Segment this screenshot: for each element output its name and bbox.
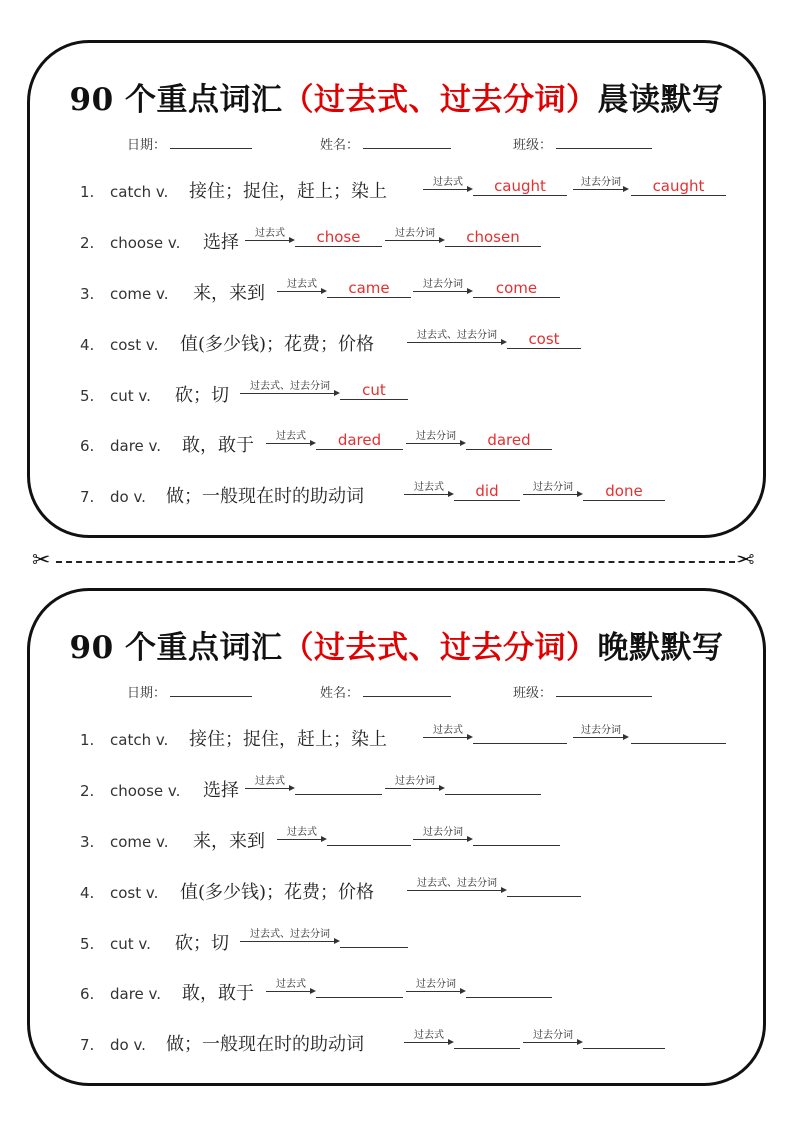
answer-blank[interactable] bbox=[583, 500, 665, 501]
card-title bbox=[30, 74, 763, 119]
name-field bbox=[320, 134, 451, 153]
arrow-label: 过去式 bbox=[414, 1030, 444, 1041]
english-word: dare v. bbox=[110, 985, 162, 1003]
title-highlight: （过去式、过去分词） bbox=[282, 630, 598, 666]
cut-line bbox=[56, 561, 735, 563]
arrow-line bbox=[423, 189, 468, 190]
arrow-line bbox=[266, 443, 311, 444]
tense-arrow bbox=[240, 925, 340, 947]
item-number: 6. bbox=[80, 437, 95, 455]
past-participle-answer: caught bbox=[652, 177, 705, 195]
item-number: 1. bbox=[80, 731, 95, 749]
chinese-meaning: 敢，敢于 bbox=[182, 983, 254, 1004]
arrow-label: 过去式 bbox=[276, 431, 306, 442]
english-word: dare v. bbox=[110, 437, 162, 455]
arrow-label: 过去式 bbox=[287, 827, 317, 838]
chinese-meaning: 做；一般现在时的助动词 bbox=[166, 486, 364, 507]
arrow-label: 过去式 bbox=[255, 776, 285, 787]
arrow-line bbox=[266, 991, 311, 992]
arrow-label: 过去分词 bbox=[423, 827, 463, 838]
past-tense-answer: came bbox=[348, 279, 390, 297]
morning-dictation-card bbox=[27, 40, 766, 538]
tense-arrow bbox=[407, 874, 507, 896]
title-highlight: （过去式、过去分词） bbox=[282, 82, 598, 118]
chinese-meaning: 值(多少钱)；花费；价格 bbox=[180, 334, 375, 355]
past-participle-arrow bbox=[523, 478, 583, 500]
chinese-meaning: 砍；切 bbox=[175, 933, 229, 954]
chinese-meaning: 值(多少钱)；花费；价格 bbox=[180, 882, 375, 903]
arrow-label: 过去分词 bbox=[416, 431, 456, 442]
arrow-line bbox=[404, 494, 449, 495]
tense-arrow bbox=[407, 326, 507, 348]
past-participle-arrow bbox=[413, 823, 473, 845]
tense-answer: cost bbox=[528, 330, 560, 348]
answer-blank[interactable] bbox=[316, 997, 403, 998]
arrow-label: 过去式 bbox=[276, 979, 306, 990]
past-participle-arrow bbox=[523, 1026, 583, 1048]
past-participle-arrow bbox=[573, 721, 629, 743]
title-prefix: 90 个重点词汇 bbox=[69, 630, 283, 666]
arrow-head-icon bbox=[289, 785, 295, 791]
item-number: 4. bbox=[80, 336, 95, 354]
arrow-label: 过去式、过去分词 bbox=[250, 929, 330, 940]
answer-blank[interactable] bbox=[454, 1048, 520, 1049]
date-field bbox=[127, 682, 252, 701]
arrow-label: 过去分词 bbox=[581, 725, 621, 736]
name-label: 姓名： bbox=[320, 686, 360, 701]
arrow-label: 过去式 bbox=[433, 177, 463, 188]
class-field bbox=[513, 682, 652, 701]
past-participle-arrow bbox=[385, 772, 445, 794]
past-tense-arrow bbox=[245, 772, 295, 794]
arrow-line bbox=[240, 393, 335, 394]
arrow-label: 过去分词 bbox=[533, 1030, 573, 1041]
arrow-line bbox=[277, 291, 322, 292]
past-participle-arrow bbox=[406, 975, 466, 997]
english-word: come v. bbox=[110, 285, 169, 303]
answer-blank[interactable] bbox=[295, 794, 382, 795]
arrow-head-icon bbox=[467, 734, 473, 740]
arrow-label: 过去分词 bbox=[533, 482, 573, 493]
date-label: 日期： bbox=[127, 138, 167, 153]
past-tense-arrow bbox=[277, 275, 327, 297]
answer-blank[interactable] bbox=[316, 449, 403, 450]
arrow-line bbox=[523, 494, 578, 495]
arrow-label: 过去分词 bbox=[423, 279, 463, 290]
class-field bbox=[513, 134, 652, 153]
arrow-head-icon bbox=[334, 938, 340, 944]
item-number: 2. bbox=[80, 234, 95, 252]
arrow-line bbox=[385, 240, 440, 241]
past-tense-arrow bbox=[423, 173, 473, 195]
class-blank[interactable] bbox=[556, 685, 652, 697]
answer-blank[interactable] bbox=[466, 997, 552, 998]
arrow-line bbox=[240, 941, 335, 942]
arrow-label: 过去式、过去分词 bbox=[250, 381, 330, 392]
answer-blank[interactable] bbox=[327, 297, 411, 298]
arrow-line bbox=[406, 443, 461, 444]
english-word: cut v. bbox=[110, 387, 151, 405]
past-tense-arrow bbox=[266, 975, 316, 997]
arrow-label: 过去分词 bbox=[395, 776, 435, 787]
chinese-meaning: 做；一般现在时的助动词 bbox=[166, 1034, 364, 1055]
answer-blank[interactable] bbox=[631, 743, 726, 744]
past-participle-answer: come bbox=[495, 279, 538, 297]
arrow-label: 过去式 bbox=[287, 279, 317, 290]
arrow-line bbox=[407, 890, 502, 891]
answer-blank[interactable] bbox=[507, 348, 581, 349]
item-number: 5. bbox=[80, 387, 95, 405]
past-tense-arrow bbox=[266, 427, 316, 449]
past-participle-arrow bbox=[413, 275, 473, 297]
title-prefix: 90 个重点词汇 bbox=[69, 82, 283, 118]
date-blank[interactable] bbox=[170, 685, 252, 697]
arrow-head-icon bbox=[321, 836, 327, 842]
item-number: 5. bbox=[80, 935, 95, 953]
arrow-label: 过去分词 bbox=[416, 979, 456, 990]
chinese-meaning: 接住；捉住，赶上；染上 bbox=[189, 729, 387, 750]
past-participle-arrow bbox=[573, 173, 629, 195]
arrow-line bbox=[407, 342, 502, 343]
answer-blank[interactable] bbox=[473, 743, 567, 744]
past-participle-arrow bbox=[385, 224, 445, 246]
arrow-head-icon bbox=[623, 734, 629, 740]
arrow-head-icon bbox=[448, 1039, 454, 1045]
arrow-line bbox=[245, 240, 290, 241]
arrow-label: 过去式 bbox=[433, 725, 463, 736]
answer-blank[interactable] bbox=[583, 1048, 665, 1049]
english-word: cost v. bbox=[110, 884, 159, 902]
answer-blank[interactable] bbox=[340, 947, 408, 948]
past-tense-answer: chose bbox=[316, 228, 361, 246]
answer-blank[interactable] bbox=[507, 896, 581, 897]
tense-answer: cut bbox=[362, 381, 386, 399]
arrow-head-icon bbox=[467, 836, 473, 842]
arrow-line bbox=[423, 737, 468, 738]
arrow-head-icon bbox=[439, 785, 445, 791]
arrow-line bbox=[404, 1042, 449, 1043]
past-tense-answer: dared bbox=[337, 431, 382, 449]
chinese-meaning: 选择 bbox=[203, 780, 239, 801]
english-word: choose v. bbox=[110, 782, 181, 800]
past-tense-arrow bbox=[245, 224, 295, 246]
card-title bbox=[30, 622, 763, 667]
item-number: 1. bbox=[80, 183, 95, 201]
past-tense-answer: did bbox=[475, 482, 499, 500]
arrow-line bbox=[406, 991, 461, 992]
chinese-meaning: 选择 bbox=[203, 232, 239, 253]
answer-blank[interactable] bbox=[631, 195, 726, 196]
arrow-label: 过去式、过去分词 bbox=[417, 330, 497, 341]
date-blank[interactable] bbox=[170, 137, 252, 149]
past-participle-answer: done bbox=[605, 482, 643, 500]
scissors-icon: ✂ bbox=[736, 548, 755, 573]
answer-blank[interactable] bbox=[473, 845, 560, 846]
item-number: 2. bbox=[80, 782, 95, 800]
answer-blank[interactable] bbox=[473, 297, 560, 298]
past-tense-arrow bbox=[277, 823, 327, 845]
english-word: come v. bbox=[110, 833, 169, 851]
item-number: 4. bbox=[80, 884, 95, 902]
date-field bbox=[127, 134, 252, 153]
arrow-head-icon bbox=[623, 186, 629, 192]
arrow-head-icon bbox=[460, 988, 466, 994]
chinese-meaning: 敢，敢于 bbox=[182, 435, 254, 456]
arrow-line bbox=[573, 189, 624, 190]
arrow-line bbox=[413, 839, 468, 840]
arrow-line bbox=[413, 291, 468, 292]
answer-blank[interactable] bbox=[295, 246, 382, 247]
class-label: 班级： bbox=[513, 138, 553, 153]
answer-blank[interactable] bbox=[466, 449, 552, 450]
arrow-label: 过去分词 bbox=[581, 177, 621, 188]
past-tense-arrow bbox=[404, 1026, 454, 1048]
arrow-line bbox=[245, 788, 290, 789]
arrow-line bbox=[523, 1042, 578, 1043]
item-number: 6. bbox=[80, 985, 95, 1003]
arrow-head-icon bbox=[310, 988, 316, 994]
english-word: choose v. bbox=[110, 234, 181, 252]
answer-blank[interactable] bbox=[445, 794, 541, 795]
class-label: 班级： bbox=[513, 686, 553, 701]
arrow-line bbox=[385, 788, 440, 789]
english-word: catch v. bbox=[110, 731, 169, 749]
english-word: cost v. bbox=[110, 336, 159, 354]
arrow-head-icon bbox=[501, 887, 507, 893]
answer-blank[interactable] bbox=[327, 845, 411, 846]
answer-blank[interactable] bbox=[473, 195, 567, 196]
english-word: catch v. bbox=[110, 183, 169, 201]
arrow-label: 过去式 bbox=[255, 228, 285, 239]
past-tense-arrow bbox=[423, 721, 473, 743]
answer-blank[interactable] bbox=[454, 500, 520, 501]
name-blank[interactable] bbox=[363, 685, 451, 697]
english-word: do v. bbox=[110, 488, 146, 506]
name-blank[interactable] bbox=[363, 137, 451, 149]
arrow-line bbox=[277, 839, 322, 840]
tense-arrow bbox=[240, 377, 340, 399]
chinese-meaning: 接住；捉住，赶上；染上 bbox=[189, 181, 387, 202]
english-word: cut v. bbox=[110, 935, 151, 953]
past-participle-answer: dared bbox=[487, 431, 531, 449]
answer-blank[interactable] bbox=[445, 246, 541, 247]
title-suffix: 晚默默写 bbox=[597, 630, 724, 666]
date-label: 日期： bbox=[127, 686, 167, 701]
item-number: 3. bbox=[80, 285, 95, 303]
arrow-head-icon bbox=[577, 1039, 583, 1045]
arrow-label: 过去分词 bbox=[395, 228, 435, 239]
arrow-label: 过去式 bbox=[414, 482, 444, 493]
past-tense-answer: caught bbox=[494, 177, 546, 195]
chinese-meaning: 来，来到 bbox=[193, 831, 265, 852]
item-number: 7. bbox=[80, 1036, 95, 1054]
english-word: do v. bbox=[110, 1036, 146, 1054]
past-participle-answer: chosen bbox=[466, 228, 520, 246]
item-number: 7. bbox=[80, 488, 95, 506]
past-participle-arrow bbox=[406, 427, 466, 449]
item-number: 3. bbox=[80, 833, 95, 851]
evening-dictation-card bbox=[27, 588, 766, 1086]
class-blank[interactable] bbox=[556, 137, 652, 149]
chinese-meaning: 砍；切 bbox=[175, 385, 229, 406]
title-suffix: 晨读默写 bbox=[597, 82, 724, 118]
past-tense-arrow bbox=[404, 478, 454, 500]
chinese-meaning: 来，来到 bbox=[193, 283, 265, 304]
arrow-line bbox=[573, 737, 624, 738]
scissors-icon: ✂ bbox=[32, 548, 51, 573]
name-label: 姓名： bbox=[320, 138, 360, 153]
arrow-label: 过去式、过去分词 bbox=[417, 878, 497, 889]
answer-blank[interactable] bbox=[340, 399, 408, 400]
name-field bbox=[320, 682, 451, 701]
